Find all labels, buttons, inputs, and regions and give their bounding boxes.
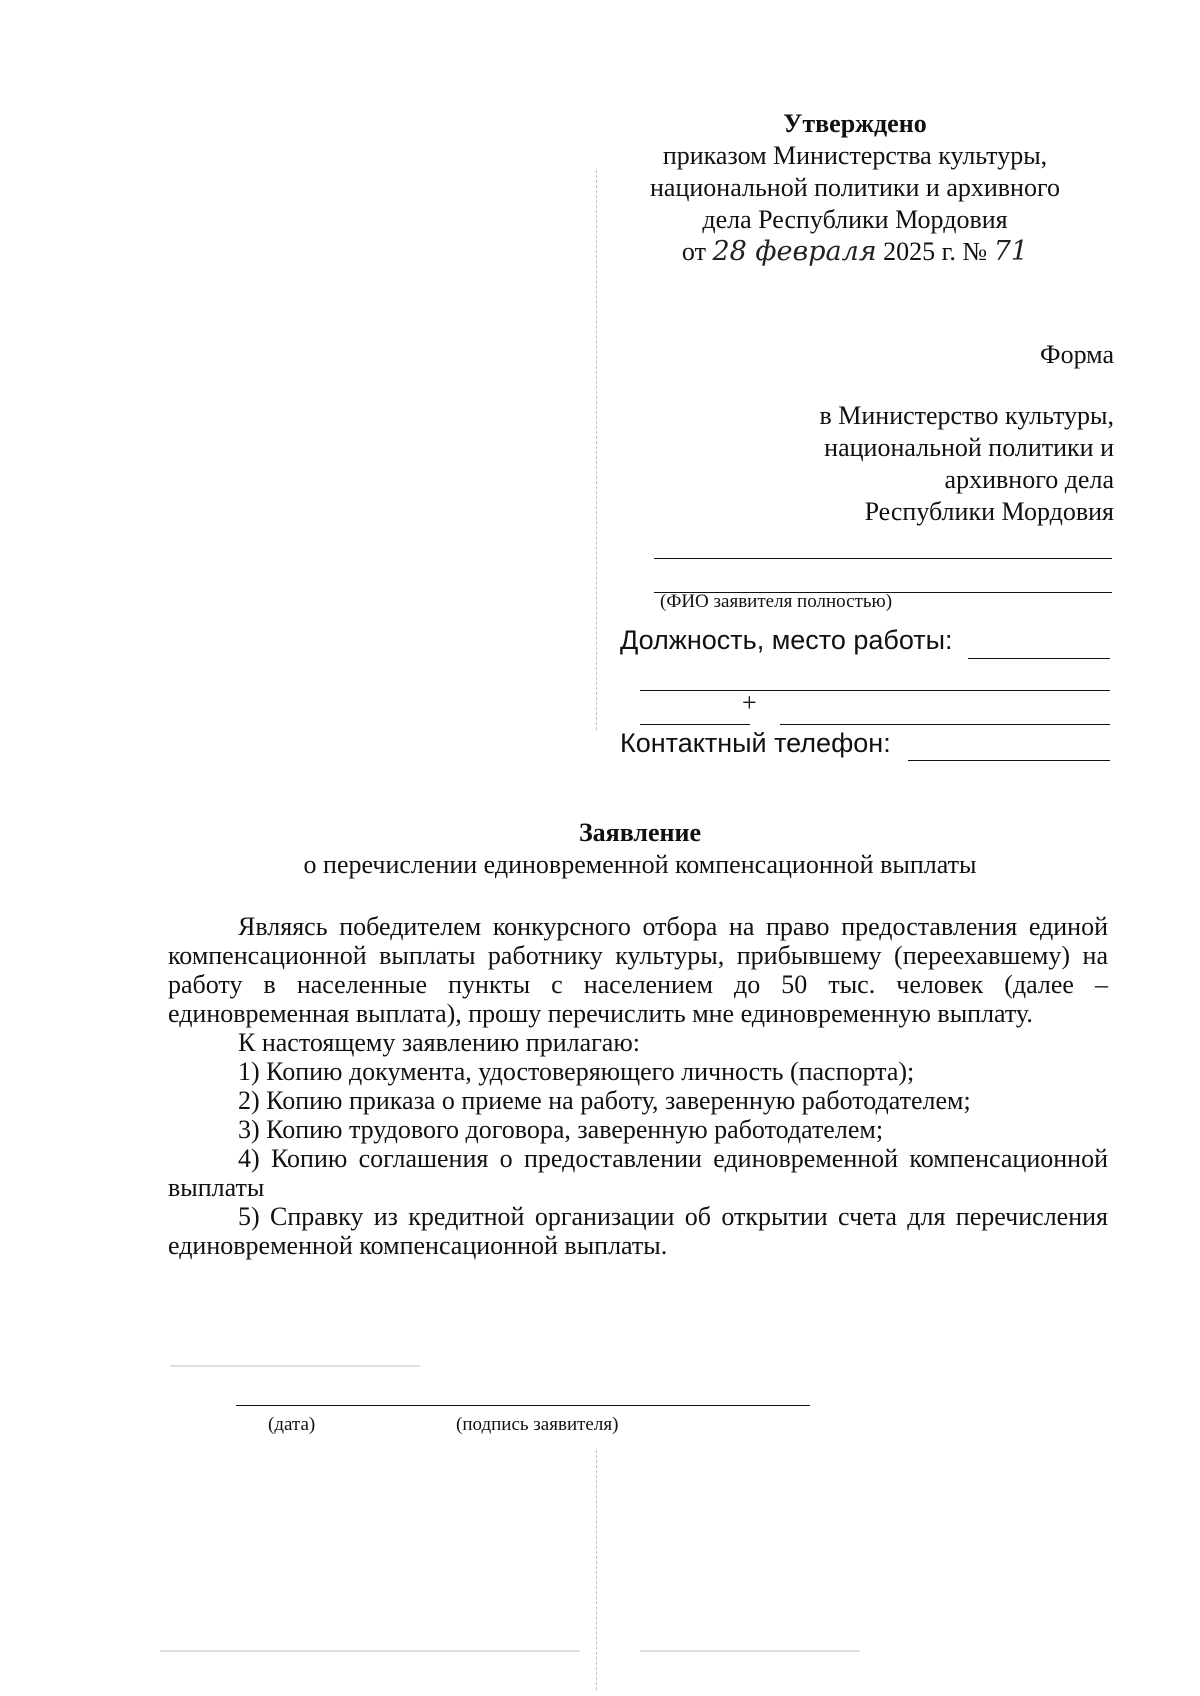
addressee-line: национальной политики и	[824, 433, 1114, 462]
approval-title: Утверждено	[783, 109, 927, 138]
approval-line: национальной политики и архивного	[650, 173, 1060, 202]
date-caption: (дата)	[268, 1414, 316, 1435]
signature-caption: (подпись заявителя)	[456, 1414, 619, 1435]
handwritten-date: 28 февраля	[712, 236, 877, 267]
approval-date-line	[610, 236, 1100, 268]
handwritten-number: 71	[993, 236, 1029, 267]
addressee-line: в Министерство культуры,	[819, 401, 1114, 430]
attachments-intro: К настоящему заявлению прилагаю:	[238, 1028, 640, 1057]
date-prefix: от	[681, 237, 706, 266]
attachment-item: 2) Копию приказа о приеме на работу, заверенную работодателем;	[238, 1086, 971, 1115]
attachment-item: 1) Копию документа, удостоверяющего личность (паспорта);	[238, 1057, 915, 1086]
fio-field-line[interactable]	[654, 558, 1112, 559]
attachment-item: 3) Копию трудового договора, заверенную работодателем;	[238, 1115, 884, 1144]
phone-field-line[interactable]	[908, 760, 1110, 761]
position-field-line[interactable]	[640, 690, 1110, 691]
scan-noise	[640, 1650, 860, 1652]
scan-fold-line	[596, 1450, 597, 1690]
approval-line: дела Республики Мордовия	[702, 205, 1008, 234]
signature-field-line[interactable]	[236, 1405, 810, 1406]
addressee-line: Республики Мордовия	[864, 497, 1114, 526]
attachment-item: 4) Копию соглашения о предоставлении единовременной компенсационной выплаты	[168, 1144, 1108, 1202]
position-label: Должность, место работы:	[620, 625, 953, 655]
approval-stamp-block	[610, 108, 1100, 268]
approval-line: приказом Министерства культуры,	[662, 141, 1048, 170]
attachment-item: 5) Справку из кредитной организации об открытии счета для перечисления единовременной компенсационной выплаты.	[168, 1202, 1108, 1260]
scan-noise	[170, 1365, 420, 1367]
date-year: 2025 г. №	[883, 237, 988, 266]
fio-caption: (ФИО заявителя полностью)	[660, 591, 893, 612]
statement-body	[168, 912, 1108, 1260]
position-field-line[interactable]	[968, 658, 1110, 659]
addressee-line: архивного дела	[944, 465, 1114, 494]
phone-label: Контактный телефон:	[620, 728, 891, 758]
scan-noise	[160, 1650, 580, 1652]
position-field-line[interactable]	[780, 724, 1110, 725]
statement-paragraph: Являясь победителем конкурсного отбора на право предоставления единой компенсационной выплаты работнику культуры, прибывшему (переехавшему) на работу в населенные пункты с населением до 50 тыс. человек (далее – единовременная выплата), прошу перечислить мне единовременную выплату.	[168, 912, 1108, 1028]
position-field-line[interactable]	[640, 724, 750, 725]
form-label: Форма	[1040, 340, 1114, 369]
addressee-block	[640, 400, 1114, 528]
statement-title: Заявление	[578, 818, 702, 847]
scan-fold-line	[596, 170, 597, 730]
statement-subtitle: о перечислении единовременной компенсационной выплаты	[303, 850, 977, 879]
plus-sign: +	[742, 688, 757, 717]
